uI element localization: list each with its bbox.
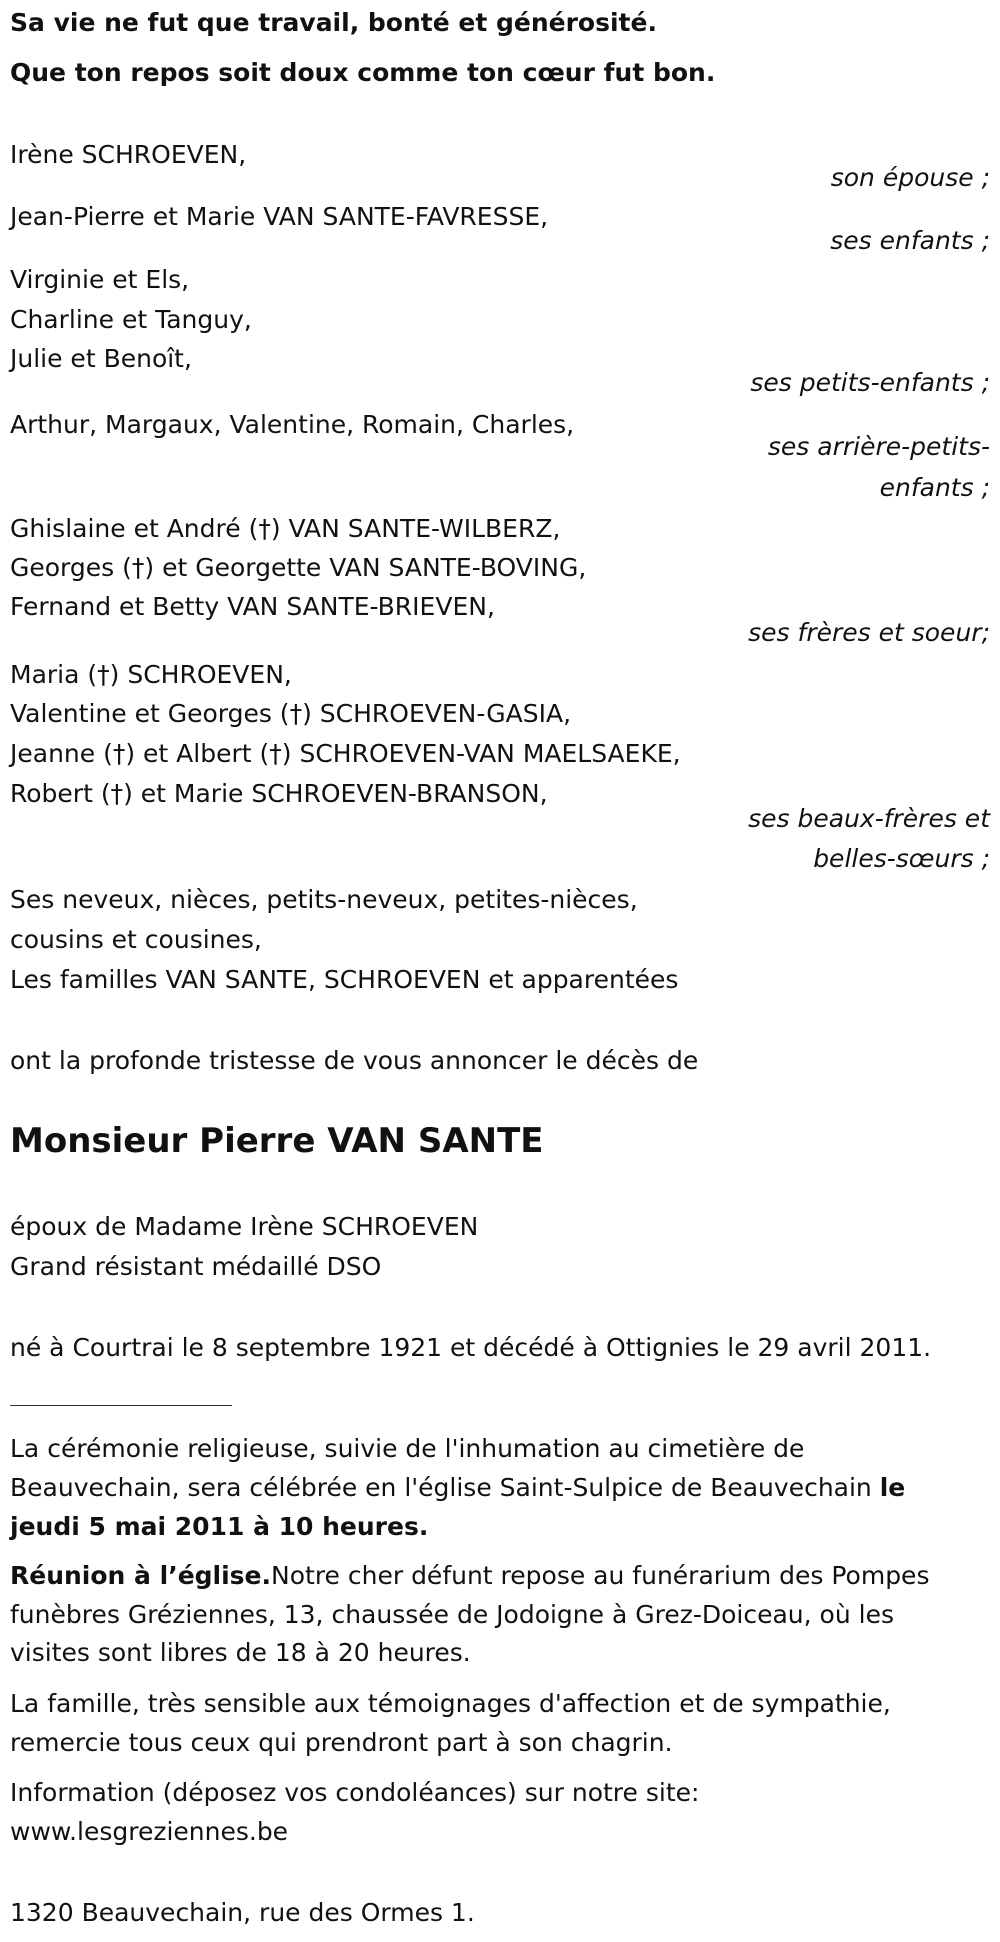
ceremony-text: Beauvechain, sera célébrée en l'église Saint-Sulpice de Beauvechain: [10, 1473, 880, 1502]
in-law-line: Maria (†) SCHROEVEN,: [10, 660, 292, 689]
great-grandchildren-role: enfants ;: [879, 473, 990, 502]
ceremony-line: [10, 1472, 905, 1504]
thanks-line: La famille, très sensible aux témoignages d'affection et de sympathie,: [10, 1689, 891, 1718]
spouse-role: son épouse ;: [830, 163, 990, 192]
reunion-heading: Réunion à l’église.: [10, 1561, 272, 1590]
website-link[interactable]: www.lesgreziennes.be: [10, 1817, 289, 1846]
sibling-line: Fernand et Betty VAN SANTE-BRIEVEN,: [10, 592, 495, 621]
grandchild-line: Virginie et Els,: [10, 265, 190, 294]
deceased-spouse-line: époux de Madame Irène SCHROEVEN: [10, 1212, 479, 1241]
deceased-name: Monsieur Pierre VAN SANTE: [10, 1121, 544, 1161]
other-relatives-line: cousins et cousines,: [10, 925, 262, 954]
spouse-name: Irène SCHROEVEN,: [10, 140, 247, 169]
in-law-line: Robert (†) et Marie SCHROEVEN-BRANSON,: [10, 779, 548, 808]
other-relatives-line: Les familles VAN SANTE, SCHROEVEN et apparentées: [10, 965, 679, 994]
great-grandchildren-names: Arthur, Margaux, Valentine, Romain, Charles,: [10, 410, 575, 439]
sibling-line: Ghislaine et André (†) VAN SANTE-WILBERZ,: [10, 514, 561, 543]
info-line: Information (déposez vos condoléances) sur notre site:: [10, 1778, 700, 1807]
sibling-line: Georges (†) et Georgette VAN SANTE-BOVING,: [10, 553, 587, 582]
children-role: ses enfants ;: [830, 226, 990, 255]
children-names: Jean-Pierre et Marie VAN SANTE-FAVRESSE,: [10, 202, 549, 231]
reunion-line: visites sont libres de 18 à 20 heures.: [10, 1638, 471, 1667]
header-line-2: Que ton repos soit doux comme ton cœur fut bon.: [10, 58, 716, 87]
announcement-text: ont la profonde tristesse de vous annoncer le décès de: [10, 1046, 699, 1075]
thanks-line: remercie tous ceux qui prendront part à son chagrin.: [10, 1728, 673, 1757]
in-law-line: Valentine et Georges (†) SCHROEVEN-GASIA,: [10, 699, 572, 728]
ceremony-date: jeudi 5 mai 2011 à 10 heures.: [10, 1512, 429, 1541]
grandchild-line: Julie et Benoît,: [10, 344, 192, 373]
ceremony-line: La cérémonie religieuse, suivie de l'inhumation au cimetière de: [10, 1434, 805, 1463]
other-relatives-line: Ses neveux, nièces, petits-neveux, petites-nièces,: [10, 885, 638, 914]
deceased-title-line: Grand résistant médaillé DSO: [10, 1252, 382, 1281]
reunion-line: [10, 1560, 929, 1592]
grandchildren-role: ses petits-enfants ;: [750, 368, 990, 397]
siblings-role: ses frères et soeur;: [748, 618, 990, 647]
in-law-line: Jeanne (†) et Albert (†) SCHROEVEN-VAN MAELSAEKE,: [10, 739, 681, 768]
reunion-text: Notre cher défunt repose au funérarium des Pompes: [271, 1561, 930, 1590]
great-grandchildren-role: ses arrière-petits-: [767, 432, 990, 461]
in-laws-role: ses beaux-frères et: [748, 804, 990, 833]
grandchild-line: Charline et Tanguy,: [10, 305, 252, 334]
section-divider: [10, 1405, 232, 1406]
reunion-line: funèbres Gréziennes, 13, chaussée de Jodoigne à Grez-Doiceau, où les: [10, 1600, 894, 1629]
funeral-home-address: 1320 Beauvechain, rue des Ormes 1.: [10, 1898, 475, 1927]
in-laws-role: belles-sœurs ;: [813, 844, 990, 873]
header-line-1: Sa vie ne fut que travail, bonté et générosité.: [10, 8, 657, 37]
birth-death-dates: né à Courtrai le 8 septembre 1921 et décédé à Ottignies le 29 avril 2011.: [10, 1333, 932, 1362]
ceremony-date-start: le: [879, 1473, 906, 1502]
